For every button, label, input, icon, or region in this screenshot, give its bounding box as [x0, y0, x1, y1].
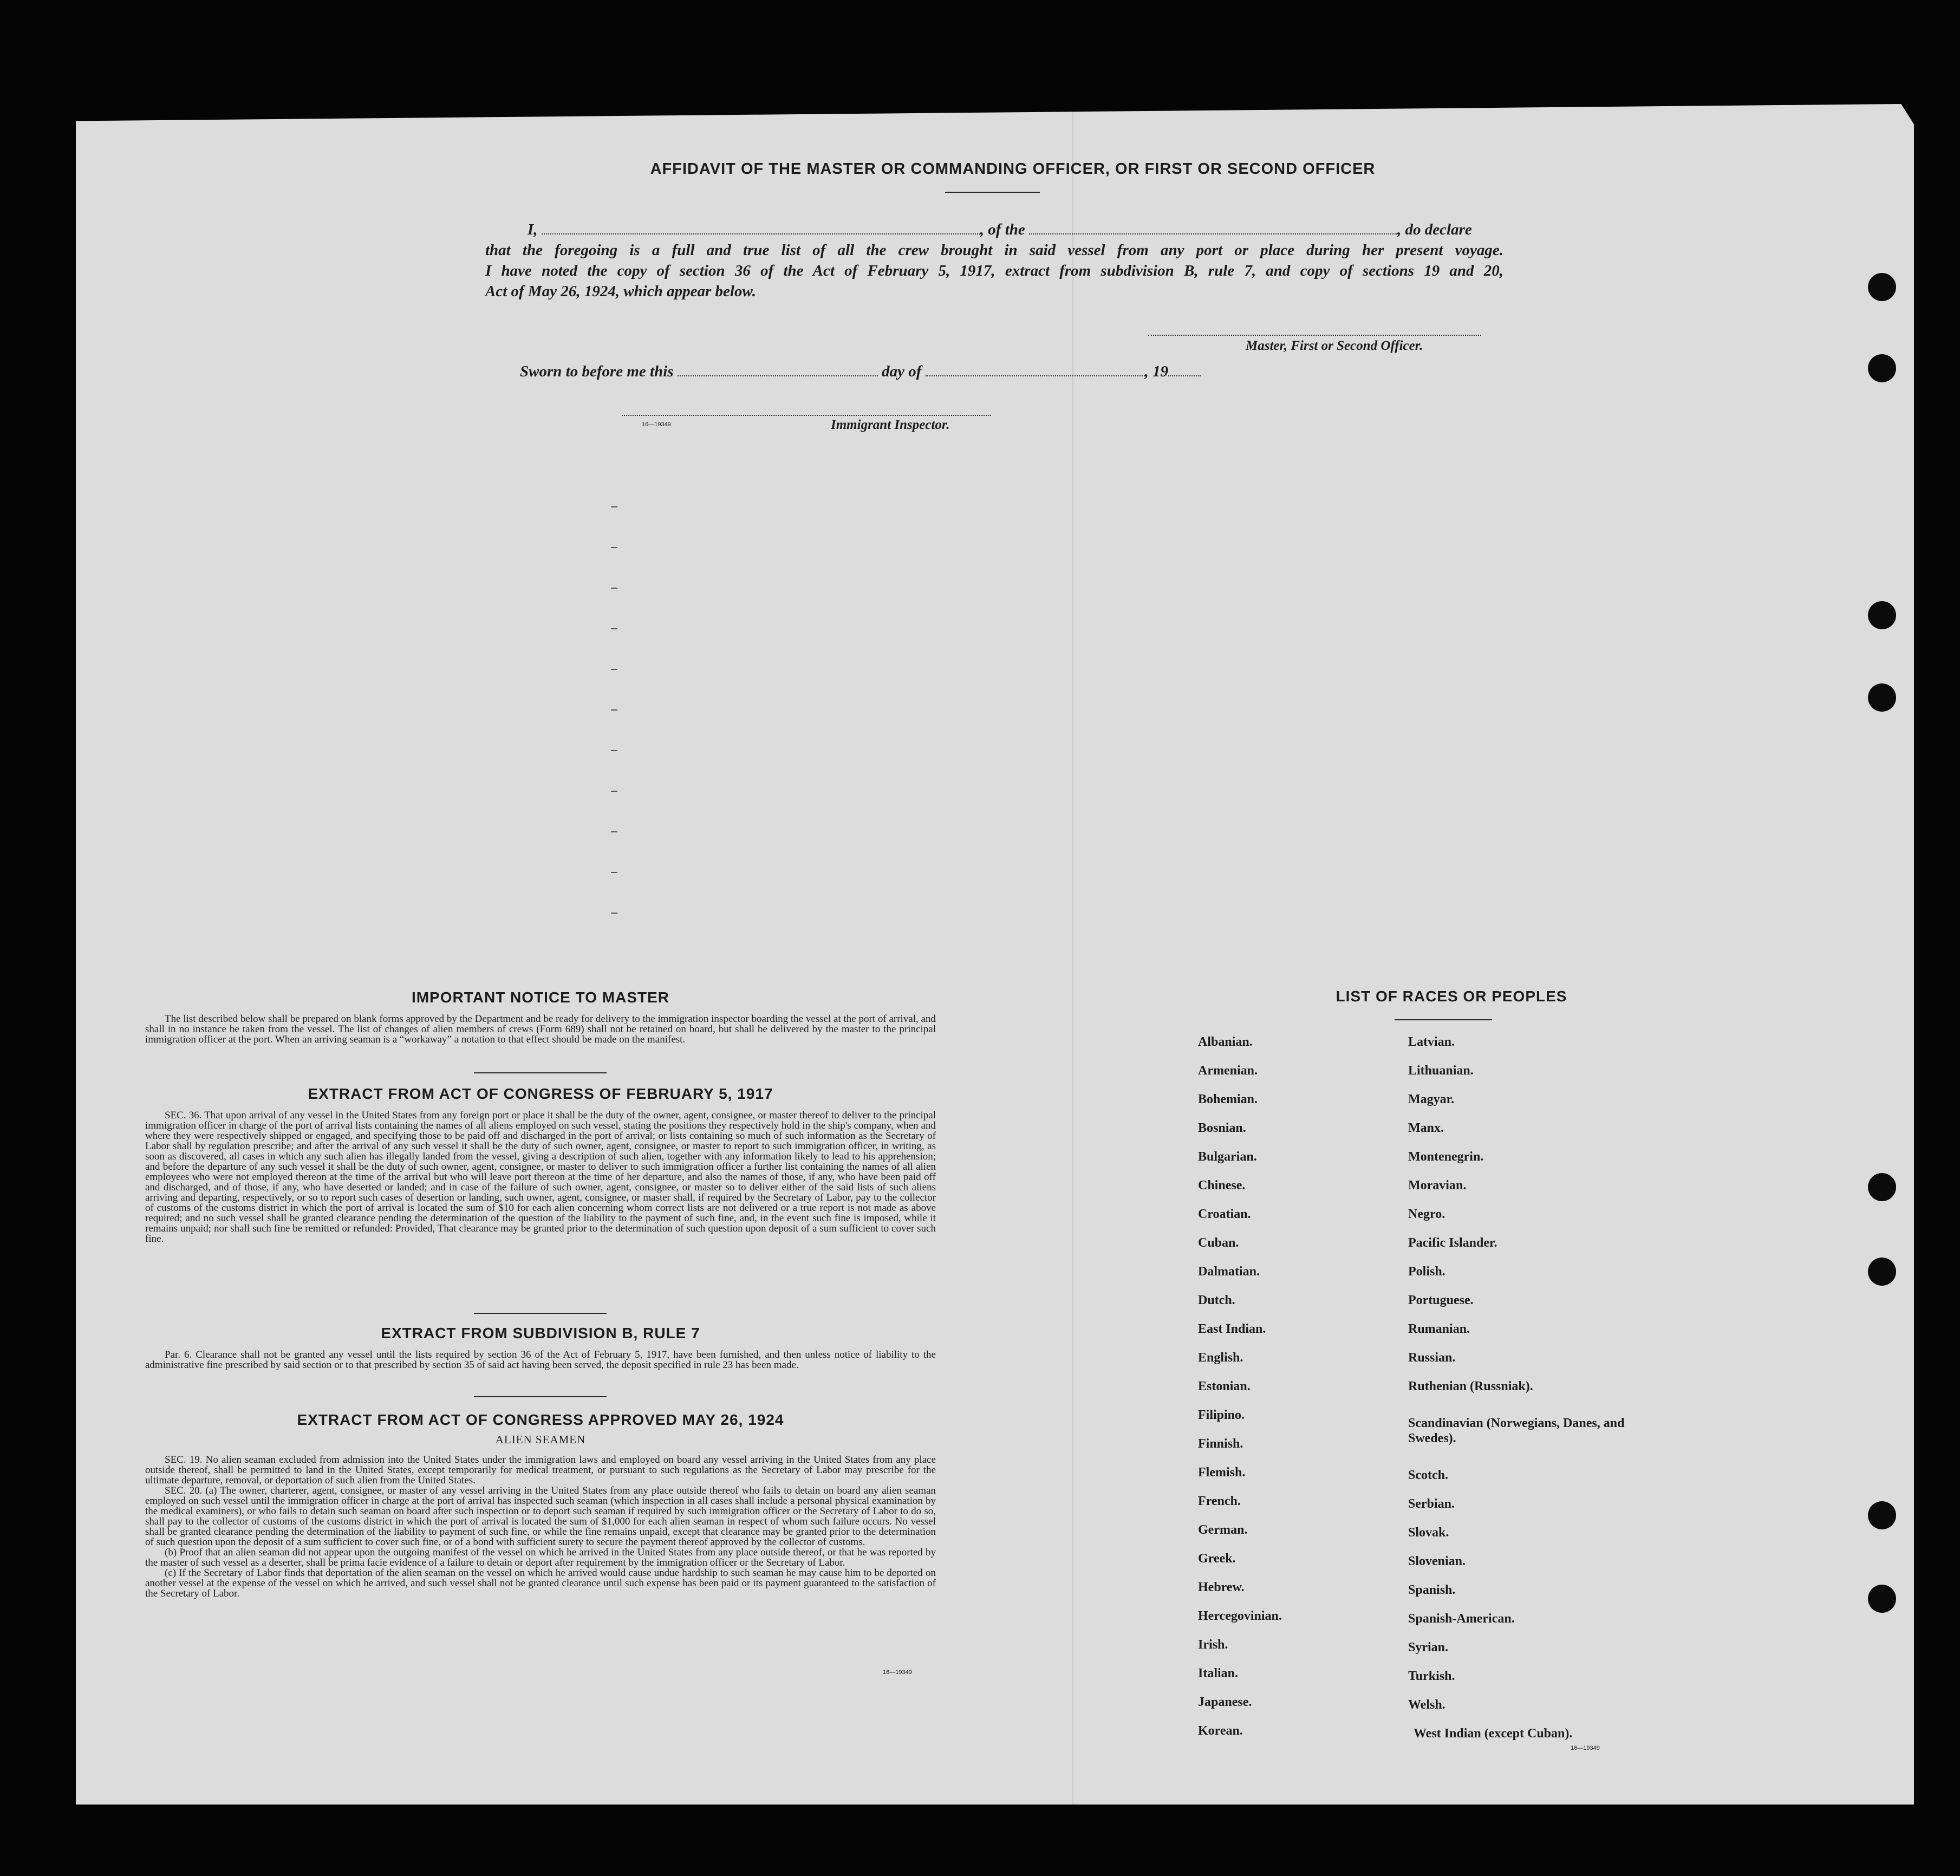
form-number-right: 16—19349	[1571, 1745, 1600, 1751]
affidavit-line-4: Act of May 26, 1924, which appear below.	[485, 283, 756, 300]
sec-19-paragraph: SEC. 19. No alien seaman excluded from admission into the United States under the immigration laws and employed on board any vessel arriving in the United States from any place outside thereof, shall be permitted to land in the United States, except temporarily for medical treatment, or pursuant to such regulations as the Secretary of Labor may prescribe for the ultimate departure, removal, or deportation of such alien from the United States.	[145, 1454, 936, 1486]
vessel-field[interactable]	[1029, 222, 1397, 234]
section-rule	[474, 1396, 607, 1397]
margin-tick	[611, 547, 617, 548]
race-item: Spanish.	[1408, 1583, 1456, 1597]
sworn-label: Sworn to before me this	[520, 363, 674, 380]
race-item: Spanish-American.	[1408, 1612, 1515, 1626]
race-item: Ruthenian (Russniak).	[1408, 1379, 1533, 1393]
race-item: Cuban.	[1198, 1236, 1239, 1250]
sec-20a-paragraph: SEC. 20. (a) The owner, charterer, agent, consignee, or master of any vessel arriving in the United States from any place outside thereof who fails to detain on board any alien seaman employed on such vessel until the immigration officer in charge at the port of arrival has inspected such seaman (which inspection in all cases shall include a personal physical examination by the medical examiners), or who fails to detain such seaman on board after such inspection or to deport such seaman if required by such immigration officer or the Secretary of Labor to do so, shall pay to the collector of customs of the customs district in which the port of arrival is located the sum of $1,000 for each alien seaman in respect of whom such failure occurs. No vessel shall be granted clearance pending the determination of the liability to payment of such fine, or while the fine remains unpaid, except that clearance may be granted prior to the determination of such question upon the deposit of a sum sufficient to cover such fine, or of a bond with sufficient surety to secure the payment thereof approved by the collector of customs.	[145, 1485, 936, 1548]
sworn-day-field[interactable]	[678, 364, 878, 376]
race-item: Dalmatian.	[1198, 1265, 1260, 1279]
margin-tick	[611, 750, 617, 751]
form-number-top: 16—19349	[642, 421, 671, 428]
notice-body	[145, 1014, 936, 1045]
master-signature-line[interactable]	[1148, 335, 1481, 336]
race-item: Irish.	[1198, 1638, 1228, 1652]
race-item: Portuguese.	[1408, 1293, 1474, 1307]
extract-rule7-body	[145, 1350, 936, 1370]
race-item: Manx.	[1408, 1121, 1444, 1135]
race-item: Scotch.	[1408, 1468, 1448, 1482]
extract-1917-body	[145, 1110, 936, 1244]
race-item: East Indian.	[1198, 1322, 1266, 1336]
race-item: Magyar.	[1408, 1092, 1455, 1106]
title-rule	[945, 192, 1040, 193]
margin-tick	[611, 588, 617, 589]
race-item: Pacific Islander.	[1408, 1236, 1497, 1250]
race-item: Negro.	[1408, 1207, 1445, 1221]
binder-hole	[1868, 601, 1896, 629]
affidavit-line-1	[485, 219, 1503, 240]
form-number-left: 16—19349	[883, 1669, 912, 1676]
margin-tick	[611, 628, 617, 629]
race-item: German.	[1198, 1523, 1248, 1537]
binder-hole	[1868, 683, 1896, 712]
margin-tick	[611, 669, 617, 670]
race-item: Serbian.	[1408, 1497, 1455, 1511]
notice-paragraph: The list described below shall be prepared on blank forms approved by the Department and be ready for delivery to the immigration inspector boarding the vessel at the port of arrival, and shall in no instance be taken from the vessel. The list of changes of alien members of crews (Form 689) shall not be retained on board, but shall be delivered by the master to the principal immigration officer at the port. When an arriving seaman is a “workaway” a notation to that effect should be made on the manifest.	[145, 1013, 936, 1045]
race-item: Bulgarian.	[1198, 1150, 1257, 1164]
notice-title: IMPORTANT NOTICE TO MASTER	[411, 989, 670, 1006]
day-of-label: day of	[882, 363, 922, 380]
affidavit-declare: , do declare	[1397, 221, 1472, 238]
race-item: Dutch.	[1198, 1293, 1235, 1307]
race-item: Bohemian.	[1198, 1092, 1258, 1106]
race-item: Filipino.	[1198, 1408, 1245, 1422]
race-item: Hebrew.	[1198, 1580, 1245, 1594]
sworn-month-field[interactable]	[926, 364, 1145, 376]
sec-20b-paragraph: (b) Proof that an alien seaman did not appear upon the outgoing manifest of the vessel on which he arrived in the United States from any place outside thereof, or that he was reported by the master of such vessel as a deserter, shall be prima facie evidence of a failure to detain or deport after requirement by the immigration officer or the Secretary of Labor.	[145, 1547, 936, 1568]
name-field[interactable]	[542, 222, 980, 234]
master-signature-label: Master, First or Second Officer.	[1246, 338, 1423, 353]
binder-hole	[1868, 1501, 1896, 1529]
affidavit-i: I,	[528, 221, 538, 238]
inspector-label: Immigrant Inspector.	[831, 418, 950, 432]
extract-1917-title: EXTRACT FROM ACT OF CONGRESS OF FEBRUARY 5, 1917	[308, 1085, 773, 1102]
race-item: Hercegovinian.	[1198, 1609, 1282, 1623]
race-item: Scandinavian (Norwegians, Danes, and Swedes).	[1408, 1416, 1625, 1445]
alien-seamen-subtitle: ALIEN SEAMEN	[495, 1433, 586, 1446]
extract-rule7-title: EXTRACT FROM SUBDIVISION B, RULE 7	[381, 1325, 700, 1341]
race-item: Russian.	[1408, 1351, 1456, 1365]
race-item: Korean.	[1198, 1724, 1243, 1738]
section-rule	[474, 1072, 607, 1073]
affidavit-text	[485, 219, 1503, 302]
race-item: English.	[1198, 1351, 1243, 1365]
race-item: Rumanian.	[1408, 1322, 1470, 1336]
affidavit-title: AFFIDAVIT OF THE MASTER OR COMMANDING OFFICER, OR FIRST OR SECOND OFFICER	[650, 160, 1376, 178]
margin-tick	[611, 872, 617, 873]
margin-tick	[611, 709, 617, 711]
margin-tick	[611, 913, 617, 914]
sworn-year-field[interactable]	[1168, 364, 1201, 376]
extract-1924-body	[145, 1455, 936, 1599]
race-item: Lithuanian.	[1408, 1064, 1474, 1078]
race-item: Slovenian.	[1408, 1554, 1466, 1568]
race-item: Italian.	[1198, 1666, 1239, 1680]
race-item: Turkish.	[1408, 1669, 1455, 1683]
margin-tick	[611, 506, 617, 507]
par-6-paragraph: Par. 6. Clearance shall not be granted any vessel until the lists required by section 36 of the Act of February 5, 1917, have been furnished, and then unless notice of liability to the administrative fine prescribed by said section or to that prescribed by section 35 of said act having been served, the deposit specified in rule 23 has been made.	[145, 1349, 936, 1371]
race-item: Armenian.	[1198, 1064, 1258, 1078]
race-item: Welsh.	[1408, 1698, 1445, 1712]
race-item: Bosnian.	[1198, 1121, 1246, 1135]
binder-hole	[1868, 1258, 1896, 1286]
race-item: Latvian.	[1408, 1035, 1455, 1049]
race-item: Flemish.	[1198, 1465, 1246, 1480]
sec-36-paragraph: SEC. 36. That upon arrival of any vessel in the United States from any foreign port or place it shall be the duty of the owner, agent, consignee, or master thereof to deliver to the principal immigration officer in charge of the port of arrival lists containing the names of all aliens employed on such vessel, stating the positions they respectively hold in the ship's company, when and where they were respectively shipped or engaged, and specifying those to be paid off and discharged in the port of arrival; or lists containing so much of such information as the Secretary of Labor shall by regulation prescribe; and after the arrival of any such vessel it shall be the duty of such owner, agent, consignee, or master to report to such immigration officer, in writing, as soon as discovered, all cases in which any such alien has illegally landed from the vessel, giving a description of such alien, together with any information likely to lead to his apprehension; and before the departure of any such vessel it shall be the duty of such owner, agent, consignee, or master to deliver to such immigration officer a further list containing the names of all alien employees who were not employed thereon at the time of the arrival but who will leave port thereon at the time of her departure, and also the names of those, if any, who have been paid off and discharged, and of those, if any, who have deserted or landed; and in case of the failure of such owner, agent, consignee, or master so to deliver either of the said lists of such aliens arriving and departing, respectively, or so to report such cases of desertion or landing, such owner, agent, consignee, or master shall, if required by the Secretary of Labor, pay to the collector of customs of the customs district in which the port of arrival is located the sum of $10 for each alien concerning whom correct lists are not delivered or a true report is not made as above required; and no such vessel shall be granted clearance pending the determination of the question of the liability to the payment of such fine, and, in the event such fine is imposed, while it remains unpaid; nor shall such fine be remitted or refunded: Provided, That clearance may be granted prior to the determination of such question upon deposit of a sum sufficient to cover such fine.	[145, 1110, 936, 1245]
race-item: Japanese.	[1198, 1695, 1252, 1709]
race-item: Greek.	[1198, 1552, 1236, 1566]
sec-20c-paragraph: (c) If the Secretary of Labor finds that deportation of the alien seaman on the vessel on which he arrived would cause undue hardship to such seaman he may cause him to be deported on another vessel at the expense of the vessel on which he arrived, and such vessel shall not be granted clearance until such expense has been paid or its payment guaranteed to the satisfaction of the Secretary of Labor.	[145, 1567, 936, 1599]
binder-hole	[1868, 354, 1896, 382]
race-item: Croatian.	[1198, 1207, 1251, 1221]
race-item: Finnish.	[1198, 1437, 1243, 1451]
sworn-line	[520, 363, 1201, 381]
race-item: West Indian (except Cuban).	[1414, 1727, 1573, 1741]
race-item: Moravian.	[1408, 1178, 1467, 1193]
binder-hole	[1868, 273, 1896, 301]
race-item: Polish.	[1408, 1265, 1445, 1279]
race-item: Slovak.	[1408, 1526, 1449, 1540]
race-item: Estonian.	[1198, 1379, 1251, 1393]
binder-hole	[1868, 1173, 1896, 1201]
page-fold	[1072, 104, 1073, 1805]
margin-tick	[611, 831, 617, 832]
race-item: Albanian.	[1198, 1035, 1253, 1049]
section-rule	[474, 1313, 607, 1314]
race-item: Chinese.	[1198, 1178, 1246, 1193]
affidavit-of-the: , of the	[980, 221, 1025, 238]
races-title-rule	[1395, 1019, 1492, 1020]
year-prefix: , 19	[1144, 363, 1169, 380]
race-item: French.	[1198, 1494, 1241, 1508]
race-item: Montenegrin.	[1408, 1150, 1484, 1164]
extract-1924-title: EXTRACT FROM ACT OF CONGRESS APPROVED MAY 26, 1924	[297, 1411, 784, 1428]
affidavit-line-2: that the foregoing is a full and true list of all the crew brought in said vessel from any port or place during her present voyage.	[485, 242, 1503, 259]
binder-hole	[1868, 1585, 1896, 1613]
races-title: LIST OF RACES OR PEOPLES	[1336, 988, 1567, 1005]
race-item: Syrian.	[1408, 1640, 1449, 1654]
margin-tick	[611, 791, 617, 792]
affidavit-line-3: I have noted the copy of section 36 of the Act of February 5, 1917, extract from subdivision B, rule 7, and copy of sections 19 and 20,	[485, 262, 1503, 279]
inspector-signature-line[interactable]	[622, 415, 991, 416]
